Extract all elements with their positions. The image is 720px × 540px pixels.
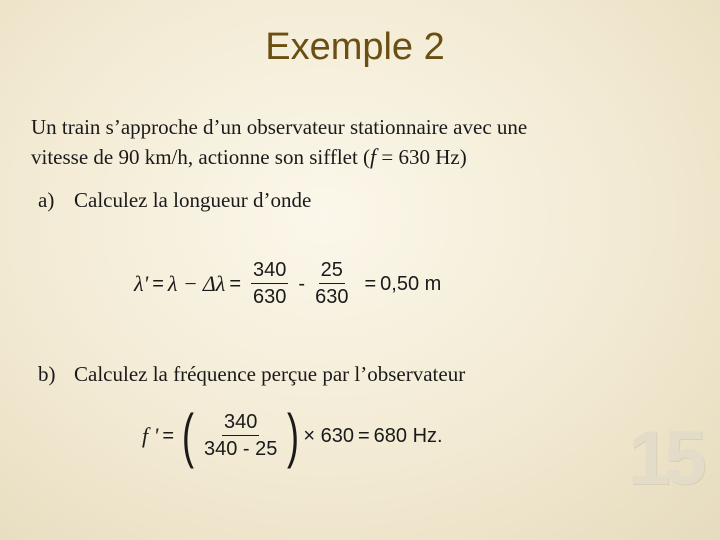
question-b <box>38 362 465 387</box>
eq-b-frac-denominator: 340 - 25 <box>204 438 278 460</box>
equation-wavelength <box>134 259 441 309</box>
eq-b-equals-1: = <box>162 424 175 447</box>
question-b-text: Calculez la fréquence perçue par l’observateur <box>74 362 466 386</box>
frequency-value: = 630 Hz) <box>376 145 467 169</box>
question-b-label: b) <box>38 362 56 386</box>
slide-number: 15 <box>628 416 701 501</box>
eq-a-frac1-numerator: 340 <box>251 259 288 284</box>
intro-line-1: Un train s’approche d’un observateur stationnaire avec une <box>31 115 528 139</box>
eq-a-equals-3: = <box>364 272 377 295</box>
eq-b-times: × 630 <box>303 424 354 447</box>
eq-b-open-paren: ( <box>182 402 195 469</box>
eq-a-minus: - <box>298 272 306 295</box>
eq-a-expression: λ − Δλ <box>167 271 226 296</box>
question-a <box>38 188 311 213</box>
eq-a-equals-2: = <box>229 272 242 295</box>
eq-b-lhs: f ' <box>142 423 159 448</box>
eq-b-fraction <box>204 411 277 461</box>
intro-line-2: vitesse de 90 km/h, actionne son sifflet ( <box>31 145 371 169</box>
question-a-text: Calculez la longueur d’onde <box>74 188 312 212</box>
equation-frequency <box>142 402 443 469</box>
eq-b-equals-2: = <box>357 424 370 447</box>
eq-a-lhs: λ' <box>134 271 149 296</box>
eq-a-frac2-numerator: 25 <box>319 259 345 284</box>
problem-statement <box>31 112 631 172</box>
eq-b-result: 680 Hz. <box>373 424 443 447</box>
eq-a-frac2-denominator: 630 <box>315 286 349 308</box>
eq-a-equals-1: = <box>152 272 164 295</box>
eq-b-close-paren: ) <box>287 402 300 469</box>
eq-a-fraction-1 <box>251 259 288 309</box>
eq-b-frac-numerator: 340 <box>222 411 259 436</box>
slide-title: Exemple 2 <box>265 26 445 68</box>
question-a-label: a) <box>38 188 55 212</box>
eq-a-result: 0,50 m <box>380 272 442 295</box>
frequency-symbol: f <box>370 144 377 169</box>
eq-a-frac1-denominator: 630 <box>253 286 287 308</box>
eq-a-fraction-2 <box>315 259 348 309</box>
